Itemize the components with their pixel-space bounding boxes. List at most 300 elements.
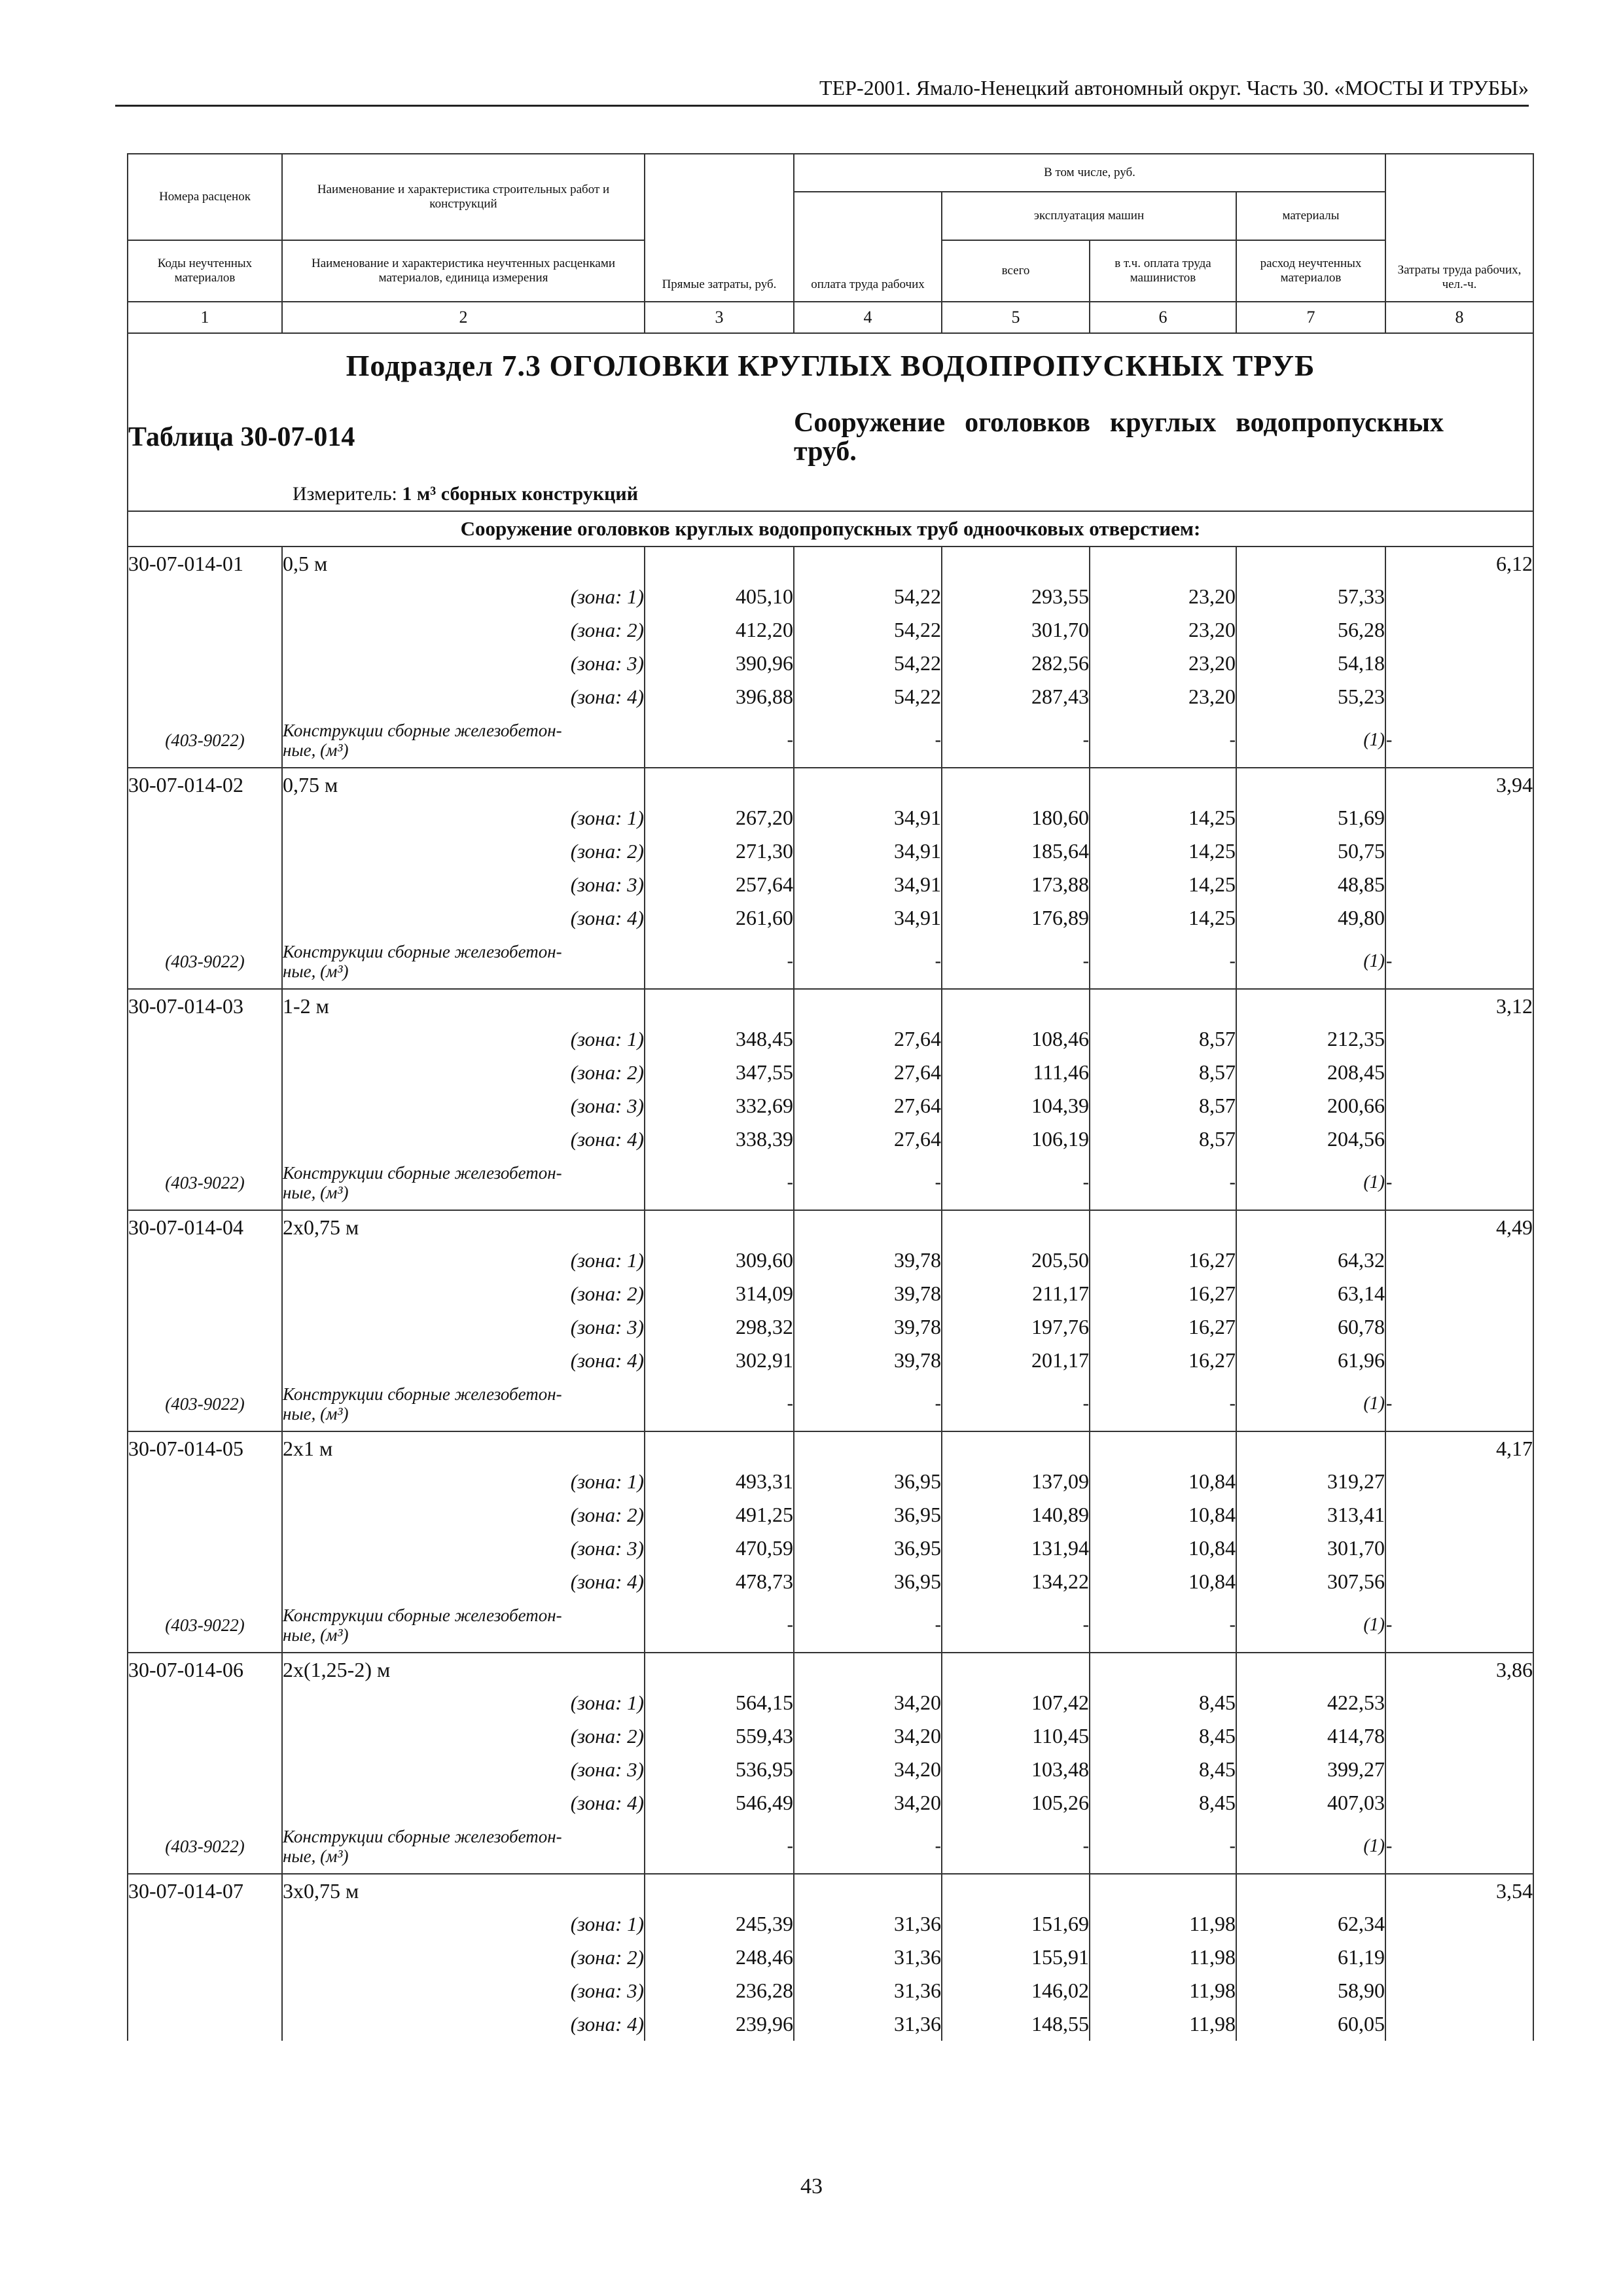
worker-wage: 34,91 xyxy=(794,834,942,868)
empty-cell xyxy=(128,834,282,868)
rate-item-row xyxy=(128,768,1533,801)
dash-cell: - xyxy=(1090,713,1236,768)
zone-row xyxy=(128,1022,1533,1056)
empty-cell xyxy=(942,1431,1090,1465)
zone-label: (зона: 4) xyxy=(282,2007,645,2041)
machinist-wage: 8,45 xyxy=(1090,1753,1236,1786)
empty-cell xyxy=(942,1874,1090,1907)
empty-cell xyxy=(128,1753,282,1786)
worker-wage: 39,78 xyxy=(794,1277,942,1310)
worker-wage: 54,22 xyxy=(794,613,942,647)
labor-costs: 4,49 xyxy=(1385,1210,1533,1244)
empty-cell xyxy=(128,868,282,901)
empty-cell xyxy=(128,1565,282,1598)
zone-row xyxy=(128,1719,1533,1753)
materials-cost: 55,23 xyxy=(1236,680,1385,713)
materials-cost: 407,03 xyxy=(1236,1786,1385,1820)
empty-cell xyxy=(1385,1022,1533,1056)
dash-cell: - xyxy=(942,1377,1090,1431)
empty-cell xyxy=(645,1653,794,1686)
empty-cell xyxy=(1385,580,1533,613)
empty-cell xyxy=(1236,1431,1385,1465)
worker-wage: 27,64 xyxy=(794,1089,942,1122)
worker-wage: 39,78 xyxy=(794,1344,942,1377)
zone-row xyxy=(128,1565,1533,1598)
zone-label: (зона: 4) xyxy=(282,1344,645,1377)
rate-code: 30-07-014-04 xyxy=(128,1210,282,1244)
dash-cell: - xyxy=(1385,1820,1533,1874)
materials-cost: 57,33 xyxy=(1236,580,1385,613)
machines-total: 134,22 xyxy=(942,1565,1090,1598)
col-header-direct-costs: Прямые затраты, руб. xyxy=(645,154,794,302)
materials-cost: 319,27 xyxy=(1236,1465,1385,1498)
material-name xyxy=(282,1377,645,1431)
worker-wage: 31,36 xyxy=(794,1974,942,2007)
rate-item-row xyxy=(128,1210,1533,1244)
zone-row xyxy=(128,680,1533,713)
col-number: 4 xyxy=(794,302,942,333)
machines-total: 151,69 xyxy=(942,1907,1090,1941)
labor-costs: 3,54 xyxy=(1385,1874,1533,1907)
machines-total: 180,60 xyxy=(942,801,1090,834)
machines-total: 104,39 xyxy=(942,1089,1090,1122)
zone-row xyxy=(128,1244,1533,1277)
empty-cell xyxy=(1385,868,1533,901)
col-header-material-names: Наименование и характеристика неучтенных расценками материалов, единица измерения xyxy=(282,240,645,302)
meter-value: 1 м³ сборных конструкций xyxy=(402,483,638,505)
machinist-wage: 14,25 xyxy=(1090,801,1236,834)
material-name-line-2: ные, (м³) xyxy=(283,1846,349,1866)
worker-wage: 34,20 xyxy=(794,1686,942,1719)
direct-costs: 559,43 xyxy=(645,1719,794,1753)
machines-total: 197,76 xyxy=(942,1310,1090,1344)
empty-cell xyxy=(1385,1941,1533,1974)
materials-cost: 48,85 xyxy=(1236,868,1385,901)
empty-cell xyxy=(794,768,942,801)
machinist-wage: 11,98 xyxy=(1090,1974,1236,2007)
machines-total: 137,09 xyxy=(942,1465,1090,1498)
col-header-material-codes: Коды неучтенных материалов xyxy=(128,240,282,302)
material-name-line-1: Конструкции сборные железобетон- xyxy=(283,1605,562,1625)
zone-row xyxy=(128,1753,1533,1786)
zone-row xyxy=(128,1686,1533,1719)
material-row xyxy=(128,1820,1533,1874)
material-quantity: (1) xyxy=(1236,713,1385,768)
direct-costs: 338,39 xyxy=(645,1122,794,1156)
dash-cell: - xyxy=(1090,1377,1236,1431)
zone-row xyxy=(128,647,1533,680)
zone-label: (зона: 4) xyxy=(282,1565,645,1598)
direct-costs: 236,28 xyxy=(645,1974,794,2007)
worker-wage: 34,91 xyxy=(794,901,942,935)
worker-wage: 27,64 xyxy=(794,1022,942,1056)
labor-costs: 3,94 xyxy=(1385,768,1533,801)
materials-cost: 208,45 xyxy=(1236,1056,1385,1089)
machines-total: 105,26 xyxy=(942,1786,1090,1820)
empty-cell xyxy=(128,2007,282,2041)
direct-costs: 478,73 xyxy=(645,1565,794,1598)
empty-cell xyxy=(128,1786,282,1820)
labor-costs: 4,17 xyxy=(1385,1431,1533,1465)
zone-label: (зона: 2) xyxy=(282,1719,645,1753)
empty-cell xyxy=(1385,1310,1533,1344)
zone-label: (зона: 1) xyxy=(282,1022,645,1056)
dash-cell: - xyxy=(645,1598,794,1653)
empty-cell xyxy=(128,1122,282,1156)
machines-total: 131,94 xyxy=(942,1532,1090,1565)
dash-cell: - xyxy=(645,935,794,989)
direct-costs: 536,95 xyxy=(645,1753,794,1786)
material-code: (403-9022) xyxy=(128,713,282,768)
empty-cell xyxy=(128,613,282,647)
empty-cell xyxy=(794,1653,942,1686)
col-header-labor-costs: Затраты труда рабочих, чел.-ч. xyxy=(1385,154,1533,302)
empty-cell xyxy=(1385,1753,1533,1786)
machines-total: 201,17 xyxy=(942,1344,1090,1377)
empty-cell xyxy=(128,1022,282,1056)
zone-row xyxy=(128,1122,1533,1156)
dash-cell: - xyxy=(942,935,1090,989)
rate-code: 30-07-014-06 xyxy=(128,1653,282,1686)
machines-total: 103,48 xyxy=(942,1753,1090,1786)
zone-row xyxy=(128,801,1533,834)
materials-cost: 63,14 xyxy=(1236,1277,1385,1310)
dash-cell: - xyxy=(794,713,942,768)
col-header-materials: материалы xyxy=(1236,192,1385,240)
zone-row xyxy=(128,1974,1533,2007)
col-header-machinist-wage: в т.ч. оплата труда машинистов xyxy=(1090,240,1236,302)
material-name-line-1: Конструкции сборные железобетон- xyxy=(283,1163,562,1183)
empty-cell xyxy=(645,1210,794,1244)
direct-costs: 267,20 xyxy=(645,801,794,834)
empty-cell xyxy=(942,1210,1090,1244)
dash-cell: - xyxy=(645,1377,794,1431)
col-number: 2 xyxy=(282,302,645,333)
direct-costs: 314,09 xyxy=(645,1277,794,1310)
machines-total: 176,89 xyxy=(942,901,1090,935)
material-row xyxy=(128,1156,1533,1210)
group-row xyxy=(128,511,1533,547)
material-row xyxy=(128,1377,1533,1431)
dash-cell: - xyxy=(1385,713,1533,768)
materials-cost: 51,69 xyxy=(1236,801,1385,834)
machinist-wage: 16,27 xyxy=(1090,1310,1236,1344)
materials-cost: 301,70 xyxy=(1236,1532,1385,1565)
empty-cell xyxy=(1090,1431,1236,1465)
empty-cell xyxy=(128,647,282,680)
rate-name: 2х1 м xyxy=(282,1431,645,1465)
col-number: 8 xyxy=(1385,302,1533,333)
empty-cell xyxy=(128,680,282,713)
col-number: 7 xyxy=(1236,302,1385,333)
dash-cell: - xyxy=(942,1820,1090,1874)
dash-cell: - xyxy=(794,1598,942,1653)
rate-code: 30-07-014-05 xyxy=(128,1431,282,1465)
empty-cell xyxy=(1385,1974,1533,2007)
machinist-wage: 23,20 xyxy=(1090,613,1236,647)
machines-total: 108,46 xyxy=(942,1022,1090,1056)
meter xyxy=(282,478,1533,511)
empty-cell xyxy=(1385,1532,1533,1565)
machines-total: 287,43 xyxy=(942,680,1090,713)
zone-label: (зона: 1) xyxy=(282,801,645,834)
machinist-wage: 8,45 xyxy=(1090,1786,1236,1820)
materials-cost: 62,34 xyxy=(1236,1907,1385,1941)
empty-cell xyxy=(645,989,794,1022)
labor-costs: 3,86 xyxy=(1385,1653,1533,1686)
material-name xyxy=(282,1598,645,1653)
empty-cell xyxy=(794,547,942,580)
worker-wage: 54,22 xyxy=(794,647,942,680)
zone-row xyxy=(128,580,1533,613)
materials-cost: 50,75 xyxy=(1236,834,1385,868)
empty-cell xyxy=(1385,1907,1533,1941)
dash-cell: - xyxy=(1090,935,1236,989)
labor-costs: 6,12 xyxy=(1385,547,1533,580)
direct-costs: 412,20 xyxy=(645,613,794,647)
empty-cell xyxy=(1385,1056,1533,1089)
zone-row xyxy=(128,868,1533,901)
section-title: Подраздел 7.3 ОГОЛОВКИ КРУГЛЫХ ВОДОПРОПУСКНЫХ ТРУБ xyxy=(128,333,1533,397)
empty-cell xyxy=(942,547,1090,580)
zone-label: (зона: 1) xyxy=(282,1907,645,1941)
section-row xyxy=(128,333,1533,397)
empty-cell xyxy=(645,1874,794,1907)
dash-cell: - xyxy=(942,1156,1090,1210)
machinist-wage: 8,45 xyxy=(1090,1686,1236,1719)
zone-label: (зона: 1) xyxy=(282,1244,645,1277)
empty-cell xyxy=(1385,1244,1533,1277)
zone-row xyxy=(128,834,1533,868)
rate-name: 0,5 м xyxy=(282,547,645,580)
zone-label: (зона: 1) xyxy=(282,1686,645,1719)
zone-label: (зона: 3) xyxy=(282,1310,645,1344)
col-number: 6 xyxy=(1090,302,1236,333)
rate-code: 30-07-014-07 xyxy=(128,1874,282,1907)
col-header-rate-numbers: Номера расценок xyxy=(128,154,282,240)
material-row xyxy=(128,1598,1533,1653)
direct-costs: 546,49 xyxy=(645,1786,794,1820)
empty-cell xyxy=(128,1244,282,1277)
zone-label: (зона: 4) xyxy=(282,901,645,935)
empty-cell xyxy=(645,547,794,580)
rate-code: 30-07-014-02 xyxy=(128,768,282,801)
machinist-wage: 8,57 xyxy=(1090,1022,1236,1056)
zone-row xyxy=(128,1532,1533,1565)
empty-cell xyxy=(1090,989,1236,1022)
empty-cell xyxy=(1385,1089,1533,1122)
zone-label: (зона: 1) xyxy=(282,580,645,613)
empty-cell xyxy=(1385,1465,1533,1498)
rate-item-row xyxy=(128,989,1533,1022)
machines-total: 106,19 xyxy=(942,1122,1090,1156)
empty-cell xyxy=(1236,1653,1385,1686)
zone-row xyxy=(128,901,1533,935)
dash-cell: - xyxy=(1090,1598,1236,1653)
rate-name: 3х0,75 м xyxy=(282,1874,645,1907)
zone-label: (зона: 2) xyxy=(282,1498,645,1532)
empty-cell xyxy=(1090,1210,1236,1244)
machines-total: 173,88 xyxy=(942,868,1090,901)
zone-label: (зона: 3) xyxy=(282,1532,645,1565)
machinist-wage: 8,57 xyxy=(1090,1089,1236,1122)
zone-row xyxy=(128,1786,1533,1820)
materials-cost: 313,41 xyxy=(1236,1498,1385,1532)
materials-cost: 61,19 xyxy=(1236,1941,1385,1974)
empty-cell xyxy=(1236,989,1385,1022)
materials-cost: 54,18 xyxy=(1236,647,1385,680)
dash-cell: - xyxy=(645,1820,794,1874)
material-quantity: (1) xyxy=(1236,1820,1385,1874)
materials-cost: 200,66 xyxy=(1236,1089,1385,1122)
zone-label: (зона: 3) xyxy=(282,868,645,901)
rate-code: 30-07-014-01 xyxy=(128,547,282,580)
empty-cell xyxy=(1385,2007,1533,2041)
empty-cell xyxy=(1385,647,1533,680)
col-number: 1 xyxy=(128,302,282,333)
worker-wage: 31,36 xyxy=(794,2007,942,2041)
empty-cell xyxy=(1385,1565,1533,1598)
worker-wage: 34,91 xyxy=(794,868,942,901)
machines-total: 146,02 xyxy=(942,1974,1090,2007)
col-header-wage: оплата труда рабочих xyxy=(794,192,942,302)
zone-label: (зона: 2) xyxy=(282,1056,645,1089)
machines-total: 111,46 xyxy=(942,1056,1090,1089)
dash-cell: - xyxy=(794,1820,942,1874)
table-name-line-2: труб. xyxy=(794,437,857,467)
empty-cell xyxy=(128,901,282,935)
machinist-wage: 8,57 xyxy=(1090,1122,1236,1156)
worker-wage: 36,95 xyxy=(794,1465,942,1498)
machinist-wage: 10,84 xyxy=(1090,1498,1236,1532)
machines-total: 301,70 xyxy=(942,613,1090,647)
machines-total: 293,55 xyxy=(942,580,1090,613)
material-quantity: (1) xyxy=(1236,935,1385,989)
empty-cell xyxy=(1385,1786,1533,1820)
rate-name: 2х(1,25-2) м xyxy=(282,1653,645,1686)
col-header-including: В том числе, руб. xyxy=(794,154,1385,192)
machinist-wage: 11,98 xyxy=(1090,1907,1236,1941)
zone-label: (зона: 4) xyxy=(282,1122,645,1156)
dash-cell: - xyxy=(1385,1156,1533,1210)
zone-row xyxy=(128,1941,1533,1974)
materials-cost: 204,56 xyxy=(1236,1122,1385,1156)
machinist-wage: 11,98 xyxy=(1090,1941,1236,1974)
direct-costs: 298,32 xyxy=(645,1310,794,1344)
dash-cell: - xyxy=(942,1598,1090,1653)
zone-label: (зона: 3) xyxy=(282,647,645,680)
material-name-line-1: Конструкции сборные железобетон- xyxy=(283,1384,562,1404)
empty-cell xyxy=(1236,1210,1385,1244)
machines-total: 107,42 xyxy=(942,1686,1090,1719)
material-name-line-1: Конструкции сборные железобетон- xyxy=(283,1827,562,1846)
machines-total: 282,56 xyxy=(942,647,1090,680)
direct-costs: 261,60 xyxy=(645,901,794,935)
rate-item-row xyxy=(128,1653,1533,1686)
worker-wage: 31,36 xyxy=(794,1907,942,1941)
materials-cost: 60,05 xyxy=(1236,2007,1385,2041)
empty-cell xyxy=(128,1907,282,1941)
empty-cell xyxy=(645,1431,794,1465)
materials-cost: 414,78 xyxy=(1236,1719,1385,1753)
material-name-line-1: Конструкции сборные железобетон- xyxy=(283,721,562,740)
direct-costs: 239,96 xyxy=(645,2007,794,2041)
table-name-line-1: Сооружение оголовков круглых водопропускных xyxy=(794,408,1444,438)
materials-cost: 399,27 xyxy=(1236,1753,1385,1786)
empty-cell xyxy=(942,768,1090,801)
machinist-wage: 23,20 xyxy=(1090,680,1236,713)
empty-cell xyxy=(1090,768,1236,801)
dash-cell: - xyxy=(1090,1156,1236,1210)
direct-costs: 302,91 xyxy=(645,1344,794,1377)
machinist-wage: 11,98 xyxy=(1090,2007,1236,2041)
material-row xyxy=(128,935,1533,989)
zone-row xyxy=(128,1907,1533,1941)
machinist-wage: 14,25 xyxy=(1090,834,1236,868)
dash-cell: - xyxy=(645,1156,794,1210)
rate-name: 1-2 м xyxy=(282,989,645,1022)
dash-cell: - xyxy=(794,1156,942,1210)
rate-item-row xyxy=(128,1874,1533,1907)
machinist-wage: 16,27 xyxy=(1090,1244,1236,1277)
materials-cost: 307,56 xyxy=(1236,1565,1385,1598)
page-number: 43 xyxy=(800,2174,823,2198)
zone-label: (зона: 3) xyxy=(282,1089,645,1122)
empty-cell xyxy=(1236,547,1385,580)
material-code: (403-9022) xyxy=(128,935,282,989)
rates-table xyxy=(127,153,1534,2041)
document-header: ТЕР-2001. Ямало-Ненецкий автономный округ. Часть 30. «МОСТЫ И ТРУБЫ» xyxy=(115,71,1529,107)
empty-cell xyxy=(645,768,794,801)
worker-wage: 31,36 xyxy=(794,1941,942,1974)
direct-costs: 347,55 xyxy=(645,1056,794,1089)
materials-cost: 56,28 xyxy=(1236,613,1385,647)
rate-item-row xyxy=(128,547,1533,580)
materials-cost: 422,53 xyxy=(1236,1686,1385,1719)
material-name xyxy=(282,1820,645,1874)
rate-code: 30-07-014-03 xyxy=(128,989,282,1022)
table-name xyxy=(794,397,1533,478)
material-name xyxy=(282,1156,645,1210)
machinist-wage: 16,27 xyxy=(1090,1277,1236,1310)
material-quantity: (1) xyxy=(1236,1377,1385,1431)
column-numbers-row xyxy=(128,302,1533,333)
empty-cell xyxy=(128,1310,282,1344)
material-code: (403-9022) xyxy=(128,1820,282,1874)
machines-total: 155,91 xyxy=(942,1941,1090,1974)
empty-cell xyxy=(794,989,942,1022)
empty-cell xyxy=(1385,1122,1533,1156)
zone-row xyxy=(128,1344,1533,1377)
col-header-work-name: Наименование и характеристика строительных работ и конструкций xyxy=(282,154,645,240)
empty-cell xyxy=(1385,1498,1533,1532)
dash-cell: - xyxy=(794,1377,942,1431)
dash-cell: - xyxy=(1090,1820,1236,1874)
direct-costs: 396,88 xyxy=(645,680,794,713)
rate-name: 2х0,75 м xyxy=(282,1210,645,1244)
zone-label: (зона: 2) xyxy=(282,1277,645,1310)
direct-costs: 245,39 xyxy=(645,1907,794,1941)
machinist-wage: 10,84 xyxy=(1090,1465,1236,1498)
table-title-row xyxy=(128,397,1533,478)
zone-label: (зона: 3) xyxy=(282,1974,645,2007)
dash-cell: - xyxy=(645,713,794,768)
meter-label: Измеритель: xyxy=(293,483,402,505)
direct-costs: 257,64 xyxy=(645,868,794,901)
machinist-wage: 10,84 xyxy=(1090,1565,1236,1598)
dash-cell: - xyxy=(1385,935,1533,989)
worker-wage: 34,91 xyxy=(794,801,942,834)
